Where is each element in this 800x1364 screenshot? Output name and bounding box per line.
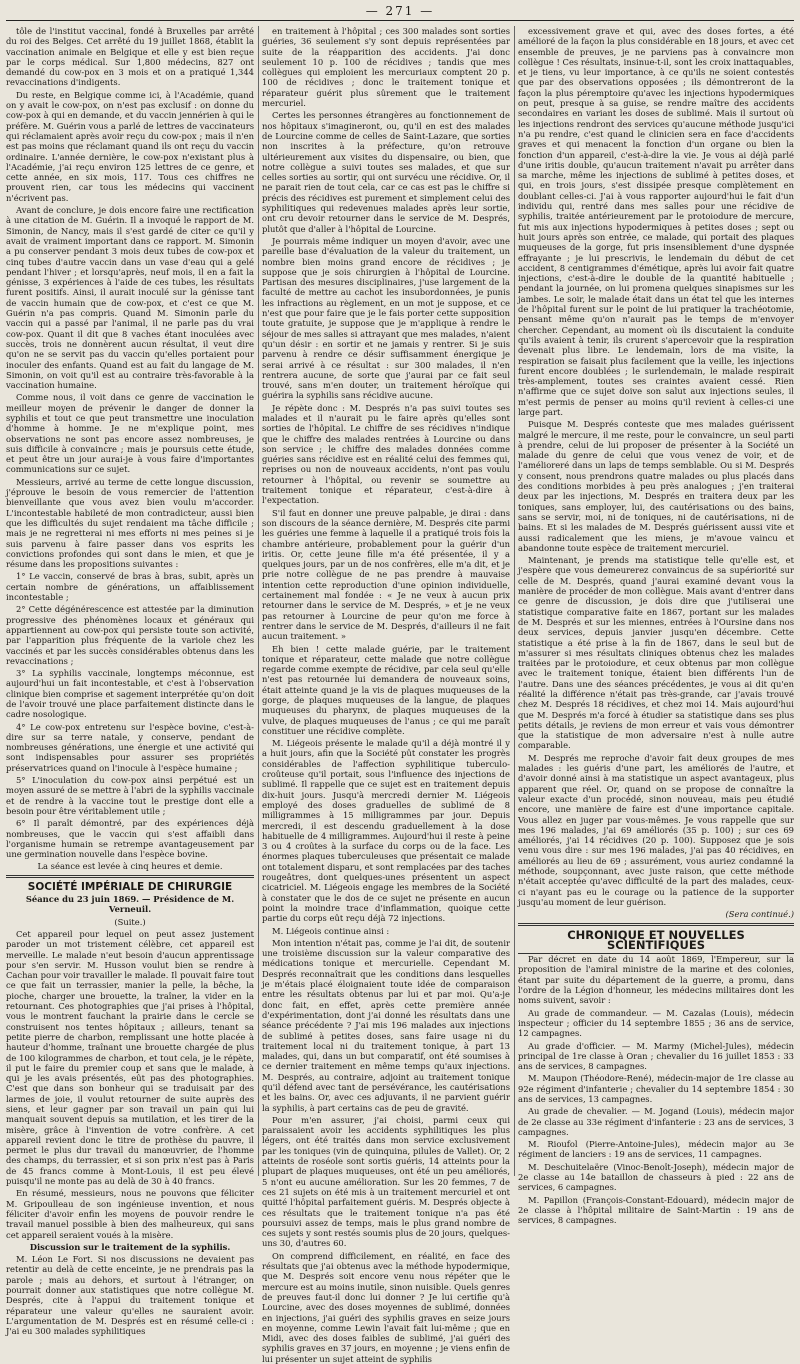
paragraph: En résumé, messieurs, nous ne pouvons que féliciter M. Gripoulleau de son ingénieuse invention, et nous féliciter d'avoir enfin les moyens de pouvoir rendre le travail manuel possible à bien des malheureux, qui sans cet appareil seraient voués à la misère. (6, 1188, 254, 1240)
column-1 (6, 26, 254, 1337)
column-3 (518, 26, 794, 1226)
paragraph: Messieurs, arrivé au terme de cette longue discussion, j'éprouve le besoin de vous remercier de l'attention bienveillante que vous avez bien voulu m'accorder. L'incontestable habileté de mon contradicteur, aussi bien que les difficultés du sujet rendaient ma tâche difficile ; mais je ne regretterai ni mes efforts ni mes peines si je suis parvenu à faire passer dans vos esprits les convictions profondes qui sont dans le mien, et que je résume dans les propositions suivantes : (6, 476, 254, 570)
paragraph: en traitement à l'hôpital ; ces 300 malades sont sorties guéries, 36 seulement s'y sont depuis représentées par suite de la réapparition des accidents. J'ai donc seulement 10 p. 100 de récidives ; tandis que mes collègues qui emploient les mercuriaux comptent 20 p. 100 de récidives ; donc le traitement tonique et réparateur guérit plus sûrement que le traitement mercuriel. (262, 26, 510, 109)
paragraph: Certes les personnes étrangères au fonctionnement de nos hôpitaux s'imagineront, ou, qu'il en est des malades de Lourcine comme de celles de Saint-Lazare, que sorties non inscrites à la préfecture, qu'on retrouve ultérieurement aux visites du dispensaire, ou bien, que notre collègue a suivi toutes ses malades, et que sur celles sorties au sortir, qui ont survécu une récidive. Or, il ne parait rien de tout cela, car ce cas est pas le chiffre si précis des récidives est purement et simplement celui des syphilitiques qui redevenues malades après leur sortie, ont cru devoir retourner dans le service de M. Després, plutôt que d'aller à l'hôpital de Lourcine. (262, 110, 510, 234)
paragraph: excessivement grave et qui, avec des doses fortes, a été amélioré de la façon la plus considérable en 18 jours, et avec cet ensemble de preuves, je ne parviens pas à convaincre mon collègue ! Ces résultats, insinue-t-il, sont les croix inattaquables, et je tiens, vu leur importance, à ce qu'ils ne soient contestés que par des observations opposées ; ils démontreront de la façon la plus péremptoire qu'avec les injections hypodermiques on peut, presque à sa guise, se rendre maître des accidents secondaires en variant les doses de sublimé. Mais il surtout où les injections rendront des services qu'aucune méthode jusqu'ici n'a pu rendre, c'est quand le clinicien sera en face d'accidents graves et qui menacent la fonction d'un organe ou bien la fonction d'un appareil, c'est-à-dire la vie. Je vous ai déjà parlé d'une iritis double, qu'aucun traitement n'avait pu arrêter dans sa marche, même les injections de sublimé à petites doses, et qui, en trois jours, s'est dissipée presque complètement en doublant celles-ci. J'ai à vous rapporter aujourd'hui le fait d'un individu qui, rentré dans mes salles pour une récidive de syphilis, traitée antérieurement par le protoiodure de mercure, fut mis aux injections hypodermiques à petites doses ; sept ou huit jours après son entrée, ce malade, qui portait des plaques muqueuses de la gorge, fut pris insensiblement d'une dyspnée effrayante ; je lui prescrivis, le lendemain du début de cet accident, 8 centigrammes d'émétique, après lui avoir fait quatre injections, c'est-à-dire le double de la quantité habituelle ; pendant la journée, on lui promena quelques sinapismes sur les jambes. Le soir, le malade était dans un état tel que les internes de l'hôpital furent sur le point de lui pratiquer la trachéotomie, pensant même qu'on n'aurait pas le temps de m'envoyer chercher. Cependant, au moment où ils discutaient la conduite qu'ils avaient à tenir, ils crurent s'apercevoir que la respiration devenait plus libre. Le lendemain, lors de ma visite, la respiration se faisait plus facilement que la veille, les injections furent encore doublées ; le surlendemain, le malade respirait très-amplement, toutes ses craintes avaient cessé. Rien n'affirme que ce sujet doive son salut aux injections seules, il m'est permis de penser au moins qu'il revient à celles-ci une large part. (518, 26, 794, 417)
paragraph: S'il faut en donner une preuve palpable, je dirai : dans son discours de la séance dernière, M. Després cite parmi les guéries une femme à laquelle il a pratiqué trois fois la chambre antérieure, probablement pour la guérir d'un iritis. Or, cette jeune fille m'a été présentée, il y a quelques jours, par un de nos confrères, elle m'a dit, et je prie notre collègue de ne pas prendre à mauvaise intention cette reproduction d'une opinion individuelle, certainement mal fondée : « Je ne veux à aucun prix retourner dans le service de M. Després, » et je ne veux pas retourner à Lourcine de peur qu'on me force à rentrer dans le service de M. Després, d'ailleurs il ne fait aucun traitement. » (262, 507, 510, 642)
paragraph: Au grade de commandeur. — M. Cazalas (Louis), médecin inspecteur ; officier du 14 septembre 1855 ; 36 ans de service, 12 campagnes. (518, 1007, 794, 1039)
paragraph: M. Liégeois présente le malade qu'il a déjà montré il y a huit jours, afin que la Société pût constater les progrès considérables de l'affection syphilitique tuberculo-croûteuse qu'il portait, sous l'influence des injections de sublimé. Il rappelle que ce sujet est en traitement depuis dix-huit jours. Jusqu'à mercredi dernier M. Liégeois employé des doses graduelles de sublimé de 8 milligrammes à 15 milligrammes par jour. Depuis mercredi, il est descendu graduellement à la dose habituelle de 4 milligrammes. Aujourd'hui il reste à peine 3 ou 4 croûtes à la surface du corps ou de la face. Les énormes plaques tuberculeuses que présentait ce malade ont totalement disparu, et sont remplacées par des taches rougeâtres, dont quelques-unes présentent un aspect cicatriciel. M. Liégeois engage les membres de la Société à constater que le dos de ce sujet ne présente en aucun point la moindre trace d'inflammation, quoique cette partie du corps eût reçu déjà 72 injections. (262, 738, 510, 924)
paragraph: M. Liégeois continue ainsi : (272, 925, 390, 936)
paragraph: 4° Le cow-pox entretenu sur l'espèce bovine, c'est-à-dire sur sa terre natale, y conserve, pendant de nombreuses générations, une énergie et une activité qui sont indispensables pour assurer ses propriétés préservatrices quand on l'inocule à l'espèce humaine ; (6, 721, 254, 773)
paragraph: 2° Cette dégénérescence est attestée par la diminution progressive des phénomènes locaux et généraux qui appartiennent au cow-pox qui persiste toute son activité, par l'apparition plus fréquente de la variole chez les vaccinés et par les succès considérables obtenus dans les revaccinations ; (6, 604, 254, 666)
session-end-note: La séance est levée à cinq heures et demie. (37, 861, 223, 872)
paragraph: Pour m'en assurer, j'ai choisi, parmi ceux qui paraissaient avoir les accidents syphilitiques les plus légers, ont été traités dans mon service exclusivement par les toniques (vin de quinquina, pilules de Vallet). Or, 2 atteints de roséole sont sortis guéris, 14 atteints pour la plupart de plaques muqueuses, ont été un peu améliorés, 5 n'ont eu aucune amélioration. Sur les 20 femmes, 7 de ces 21 sujets on été mis à un traitement mercuriel et ont quitté l'hôpital parfaitement guéris. M. Després objecte à ces résultats que le traitement tonique n'a pas été poursuivi assez de temps, mais le plus grand nombre de ces sujets y sont restés soumis plus de 20 jours, quelques-uns 30, d'autres 60. (262, 1114, 510, 1249)
column-divider (514, 26, 515, 1176)
paragraph: Au grade d'officier. — M. Marmy (Michel-Jules), médecin principal de 1re classe à Oran ; chevalier du 16 juillet 1853 : 33 ans de services, 8 campagnes. (518, 1040, 794, 1072)
session-line: Séance du 23 juin 1869. — Présidence de M. Verneuil. (25, 894, 235, 915)
paragraph: 1° Le vaccin, conservé de bras à bras, subit, après un certain nombre de générations, un affaiblissement incontestable ; (6, 571, 254, 603)
paragraph: Je répète donc : M. Després n'a pas suivi toutes ses malades et il n'aurait pu le faire après qu'elles sont sorties de l'hôpital. Le chiffre de ses récidives n'indique que le chiffre des malades rentrées à Lourcine ou dans son service ; le chiffre des malades données comme guéries sans récidive est en réalité celui des femmes qui, reprises ou non de nouveaux accidents, n'ont pas voulu retourner à l'hôpital, ou revenir se soumettre au traitement tonique et réparateur, c'est-à-dire à l'expectation. (262, 402, 510, 506)
section-title: SOCIÉTÉ IMPÉRIALE DE CHIRURGIE (27, 880, 233, 893)
discussion-title: Discussion sur le traitement de la syphilis. (29, 1241, 231, 1252)
suite-note: (Suite.) (114, 916, 146, 927)
paragraph: Eh bien ! cette malade guérie, par le traitement tonique et réparateur, cette malade que notre collègue regarde comme exempte de récidive, par cela seul qu'elle n'est pas retournée lui demandera de nouveaux soins, était atteinte quand je la vis de plaques muqueuses de la gorge, de plaques muqueuses de la langue, de plaques muqueuses du pharynx, de plaques muqueuses de la vulve, de plaques muqueuses de l'anus ; ce qui me paraît constituer une récidive complète. (262, 643, 510, 736)
paragraph: 5° L'inoculation du cow-pox ainsi perpétué est un moyen assuré de se mettre à l'abri de la syphilis vaccinale et de rendre à la vaccine tout le prestige dont elle a besoin pour être véritablement utile ; (6, 775, 254, 816)
paragraph: M. Papillon (François-Constant-Edouard), médecin major de 2e classe à l'hôpital militaire de Saint-Martin : 19 ans de services, 8 campagnes. (518, 1194, 794, 1226)
paragraph: Maintenant, je prends ma statistique telle qu'elle est, et j'espère que vous demeurerez convaincus de sa supériorité sur celle de M. Després, quand j'aurai examiné devant vous la manière de procéder de mon collègue. Mais avant d'entrer dans ce genre de discussion, je dois dire que j'utiliserai une statistique comparative faite en 1867, portant sur les malades de M. Després et sur les miennes, entrées à l'Oursine dans nos deux services, depuis janvier jusqu'en décembre. Cette statistique a été prise à la fin de 1867, dans le seul but de m'assurer si mes résultats cliniques obtenus chez les malades traitées par le protoiodure, et ceux obtenus par mon collègue avec le traitement tonique, étaient bien différents l'un de l'autre. Dans une des séances précédentes, je vous ai dit qu'en réalité la différence n'était pas très-grande, car j'avais trouvé chez M. Després 18 récidives, et chez moi 14. Mais aujourd'hui que M. Després m'a forcé à étudier sa statistique dans ses plus petits détails, je reviens de mon erreur et vais vous démontrer que la statistique de mon adversaire n'est à nulle autre comparable. (518, 555, 794, 751)
paragraph: Au grade de chevalier. — M. Jogand (Louis), médecin major de 2e classe au 33e régiment d'infanterie : 23 ans de services, 3 campagnes. (518, 1106, 794, 1137)
paragraph: Par décret en date du 14 août 1869, l'Empereur, sur la proposition de l'amiral ministre de la marine et des colonies, étant par suite du département de la guerre, a promu, dans l'ordre de la Légion d'honneur, les médecins militaires dont les noms suivent, savoir : (518, 954, 794, 1006)
paragraph: On comprend difficilement, en réalité, en face des résultats que j'ai obtenus avec la méthode hypodermique, que M. Després soit encore venu nous répéter que le mercure est au moins inutile, sinon nuisible. Quels genres de preuves faut-il donc lui donner ? Je lui certifie qu'à Lourcine, avec des doses moyennes de sublimé, données en injections, j'ai guéri des syphilis graves en seize jours en moyenne, comme Lewin l'avait fait lui-même ; que en Midi, avec des doses faibles de sublimé, j'ai guéri des syphilis graves en 37 jours, en moyenne ; je viens enfin de lui présenter un sujet atteint de syphilis (262, 1250, 510, 1364)
paragraph: M. Maupon (Théodore-René), médecin-major de 1re classe au 92e régiment d'infanterie ; chevalier du 14 septembre 1854 : 30 ans de services, 13 campagnes. (518, 1073, 794, 1104)
section-divider (6, 875, 254, 878)
column-2 (262, 26, 510, 1364)
column-divider (258, 26, 259, 1176)
paragraph: Je pourrais même indiquer un moyen d'avoir, avec une pareille base d'évaluation de la valeur du traitement, un nombre bien moins grand encore de récidives ; je suppose que je sois chirurgien à l'hôpital de Lourcine. Partisan des mesures disciplinaires, j'use largement de la faculté de mettre au cachot les insubordonnées, je punis les infractions au règlement, en un mot je suppose, et ce n'est que pour faire que je le fais porter cette supposition toute gratuite, je suppose que je m'applique à rendre le séjour de mes salles si attrayant que mes malades, n'aient qu'un désir : en sortir et ne jamais y rentrer. Si je suis parvenu à rendre ce désir suffisamment énergique je serai arrivé à ce résultat : sur 300 malades, il n'en rentrera aucune, de sorte que j'aurai par ce fait seul trouvé, sans m'en douter, un traitement héroïque qui guérira la syphilis sans récidive aucune. (262, 235, 510, 401)
paragraph: Comme nous, il voit dans ce genre de vaccination le meilleur moyen de prévenir le danger de donner la syphilis et tout ce que peut transmettre une inoculation d'homme à homme. Je ne m'explique point, mes observations ne sont pas encore assez nombreuses, je suis difficile à convaincre ; mais je poursuis cette étude, et peut être un jour aurai-je à vous faire d'importantes communications sur ce sujet. (6, 392, 254, 475)
paragraph: Du reste, en Belgique comme ici, à l'Académie, quand on y avait le cow-pox, on n'est pas exclusif : on donne du cow-pox à qui en demande, et du vaccin jennérien à qui le préfère. M. Guérin vous a parlé de lettres de vaccinateurs qui réclamaient après avoir reçu du cow-pox ; mais il n'en est pas moins que réclamant quand ils ont reçu du vaccin ordinaire. L'année dernière, le cow-pox n'existant plus à l'Académie, j'ai reçu environ 125 lettres de ce genre, et cette année, en six mois, 117. Tous ces chiffres ne prouvent rien, car tous les médecins qui vaccinent n'écrivent pas. (6, 89, 254, 203)
page-folio: — 271 — (365, 4, 435, 18)
paragraph: M. Rioufol (Pierre-Antoine-Jules), médecin major au 3e régiment de lanciers : 19 ans de services, 11 campagnes. (518, 1139, 794, 1160)
paragraph: M. Després me reproche d'avoir fait deux groupes de mes malades : les guéris d'une part, les améliorés de l'autre, et d'avoir donné ainsi à ma statistique un aspect avantageux, plus apparent que réel. Or, quand on se propose de connaître la valeur exacte d'un procédé, sinon nouveau, mais peu étudié encore, une manière de faire est d'une importance capitale. Vous allez en juger par vous-mêmes. Je vous rappelle que sur mes 196 malades, j'ai 69 améliorés (35 p. 100) ; sur ces 69 améliorés, j'ai 14 récidives (20 p. 100). Supposez que je sois venu vous dire : sur mes 196 malades, j'ai pas 40 récidives, en améliorés au lieu de 69 ; assurément, vous auriez condamné la méthode, soupçonnant, avec juste raison, que cette méthode n'était acceptée qu'avec difficulté de la part des malades, ceux-ci n'ayant pas eu le courage ou la patience de la supporter jusqu'au moment de leur guérison. (518, 752, 794, 907)
paragraph: M. Léon Le Fort. Si nos discussions ne devaient pas retentir au delà de cette enceinte, je ne prendrais pas la parole ; mais au dehors, et surtout à l'étranger, on pourrait donner aux statistiques que notre collègue M. Després, cite à l'appui du traitement tonique et réparateur une valeur qu'elles ne sauraient avoir. L'argumentation de M. Després est en résumé celle-ci : J'ai eu 300 malades syphilitiques (6, 1254, 254, 1337)
to-continue-note: (Sera continué.) (725, 909, 794, 920)
paragraph: Mon intention n'était pas, comme je l'ai dit, de soutenir une troisième discussion sur la valeur comparative des médications tonique et mercurielle. Cependant M. Després reconnaîtrait que les conditions dans lesquelles je m'étais placé éloignaient toute idée de comparaison entre les résultats obtenus par lui et par moi. Qu'a-je donc fait, en effet, après cette première année d'expérimentation, dont j'ai donné les résultats dans une séance précédente ? J'ai mis 196 malades aux injections de sublimé à petites doses, sans faire usage ni du traitement local ni du traitement tonique, à part 13 malades, qui, dans un but comparatif, ont été soumises à ce dernier traitement en même temps qu'aux injections. M. Després, au contraire, adjoint au traitement tonique qu'il défend avec tant de persévérance, les cautérisations et les bains. Or, avec ces adjuvants, il ne parvient guérir la syphilis, à part certains cas de peu de gravité. (262, 937, 510, 1113)
paragraph: Puisque M. Després conteste que mes malades guérissent malgré le mercure, il me reste, pour le convaincre, un seul parti à prendre, celui de lui proposer de présenter à la Société un malade du genre de celui que vous venez de voir, et de l'amélioreré dans un laps de temps semblable. Ou si M. Després y consent, nous prendrons quatre malades ou plus placés dans des conditions morbides à peu près analogues ; j'en traiterai deux par les injections, M. Després en traitera deux par les toniques, sans employer, lui, des cautérisations ou des bains, sans se servir, moi, ni de toniques, ni de cautérisations, ni de bains. Et si les malades de M. Després guérissent aussi vite et aussi radicalement que les miens, je m'avoue vaincu et abandonne toute espèce de traitement mercuriel. (518, 419, 794, 553)
paragraph: Cet appareil pour lequel on peut assez justement paroder un mot tristement célèbre, cet appareil est merveille. Le malade n'eut besoin d'aucun apprentissage pour s'en servir. M. Husson voulut bien se rendre à Cachan pour voir travailler le malade. Il pouvait faire tout ce que fait un terrassier, manier la pelle, la bêche, la pioche, charger une brouette, la traîner, la vider en la retournant. Ces photographies que j'ai prises à l'hôpital, vous le montrent fauchant la prairie dans le cercle se construisent nos tentes hôpitaux ; ailleurs, tenant sa petite pierre de charbon, remplissant une hotte placée à hauteur d'homme, traînant une brouette chargée de plus de 100 kilogrammes de charbon, et tout cela, je le répète, il put le faire du premier coup et sans que le malade, à qui je les avais présentés, eût pas des photographies. C'est que dans son bonheur qui se traduisait par des larmes de joie, il voulut retourner de suite auprès des siens, et leur gagner par son travail un pain qui lui manquait souvent depuis sa mutilation, et les tirer de la misère, grâce à l'invention de votre confrère. A cet appareil revient donc le titre de prothèse du pauvre, il permet le plus dur travail du manœuvrier, de l'homme des champs, du terrassier, et si son prix n'est pas à Paris de 45 francs comme à Mont-Louis, il est peu élevé puisqu'il ne monte pas au delà de 30 à 40 francs. (6, 928, 254, 1187)
paragraph: 6° Il paraît démontré, par des expériences déjà nombreuses, que le vaccin qui s'est affaibli dans l'organisme humain se retrempe avantageusement par une germination nouvelle dans l'espèce bovine. (6, 818, 254, 860)
section-divider (518, 923, 794, 926)
paragraph: 3° La syphilis vaccinale, longtemps méconnue, est aujourd'hui un fait incontestable, et c'est à l'observation clinique bien comprise et sagement interprétée qu'on doit de l'avoir trouvé une place parfaitement distincte dans le cadre nosologique. (6, 668, 254, 720)
paragraph: Avant de conclure, je dois encore faire une rectification à une citation de M. Guérin. Il a invoqué le rapport de M. Simonin, de Nancy, mais il s'est gardé de citer ce qu'il y avait de vraiment important dans ce rapport. M. Simonin a pu conserver pendant 3 mois deux tubes de cow-pox et cinq tubes d'autre vaccin dans un vase d'eau qui a gelé pendant l'hiver ; et lorsqu'après, neuf mois, il en a fait la génisse, 3 expériences à l'aide de ces tubes, les résultats furent positifs. Ainsi, il aurait inoculé sur la génisse tant de vaccin humain que de cow-pox, et c'est ce que M. Guérin n'a pas compris. Quand M. Simonin parle du vaccin qui a passé par l'animal, il ne parle pas du vrai cow-pox. Quant il dit que 8 vaches étant inoculées avec succès, trois ne donnèrent aucun résultat, il veut dire qu'on ne se servit pas du vaccin qu'elles portaient pour inoculer des enfants. Quand est au fait du langage de M. Simonin, on voit qu'il est au contraire très-favorable à la vaccination humaine. (6, 205, 254, 391)
paragraph: tôle de l'institut vaccinal, fondé à Bruxelles par arrêté du roi des Belges. Cet arrêté du 19 juillet 1868, établit la vaccination animale en Belgique et elle y est bien reçue par le corps médical. Sur 1,800 médecins, 827 ont demandé du cow-pox en 3 mois et on a pratiqué 1,344 revaccinations d'indigents. (6, 26, 254, 88)
header-rule (6, 20, 794, 21)
chronicle-title: CHRONIQUE ET NOUVELLES SCIENTIFIQUES (567, 927, 745, 952)
paragraph: M. Deschuitelaëre (Vinoc-Benoît-Joseph), médecin major de 2e classe au 14e bataillon de chasseurs à pied : 22 ans de services, 6 campagnes. (518, 1161, 794, 1193)
